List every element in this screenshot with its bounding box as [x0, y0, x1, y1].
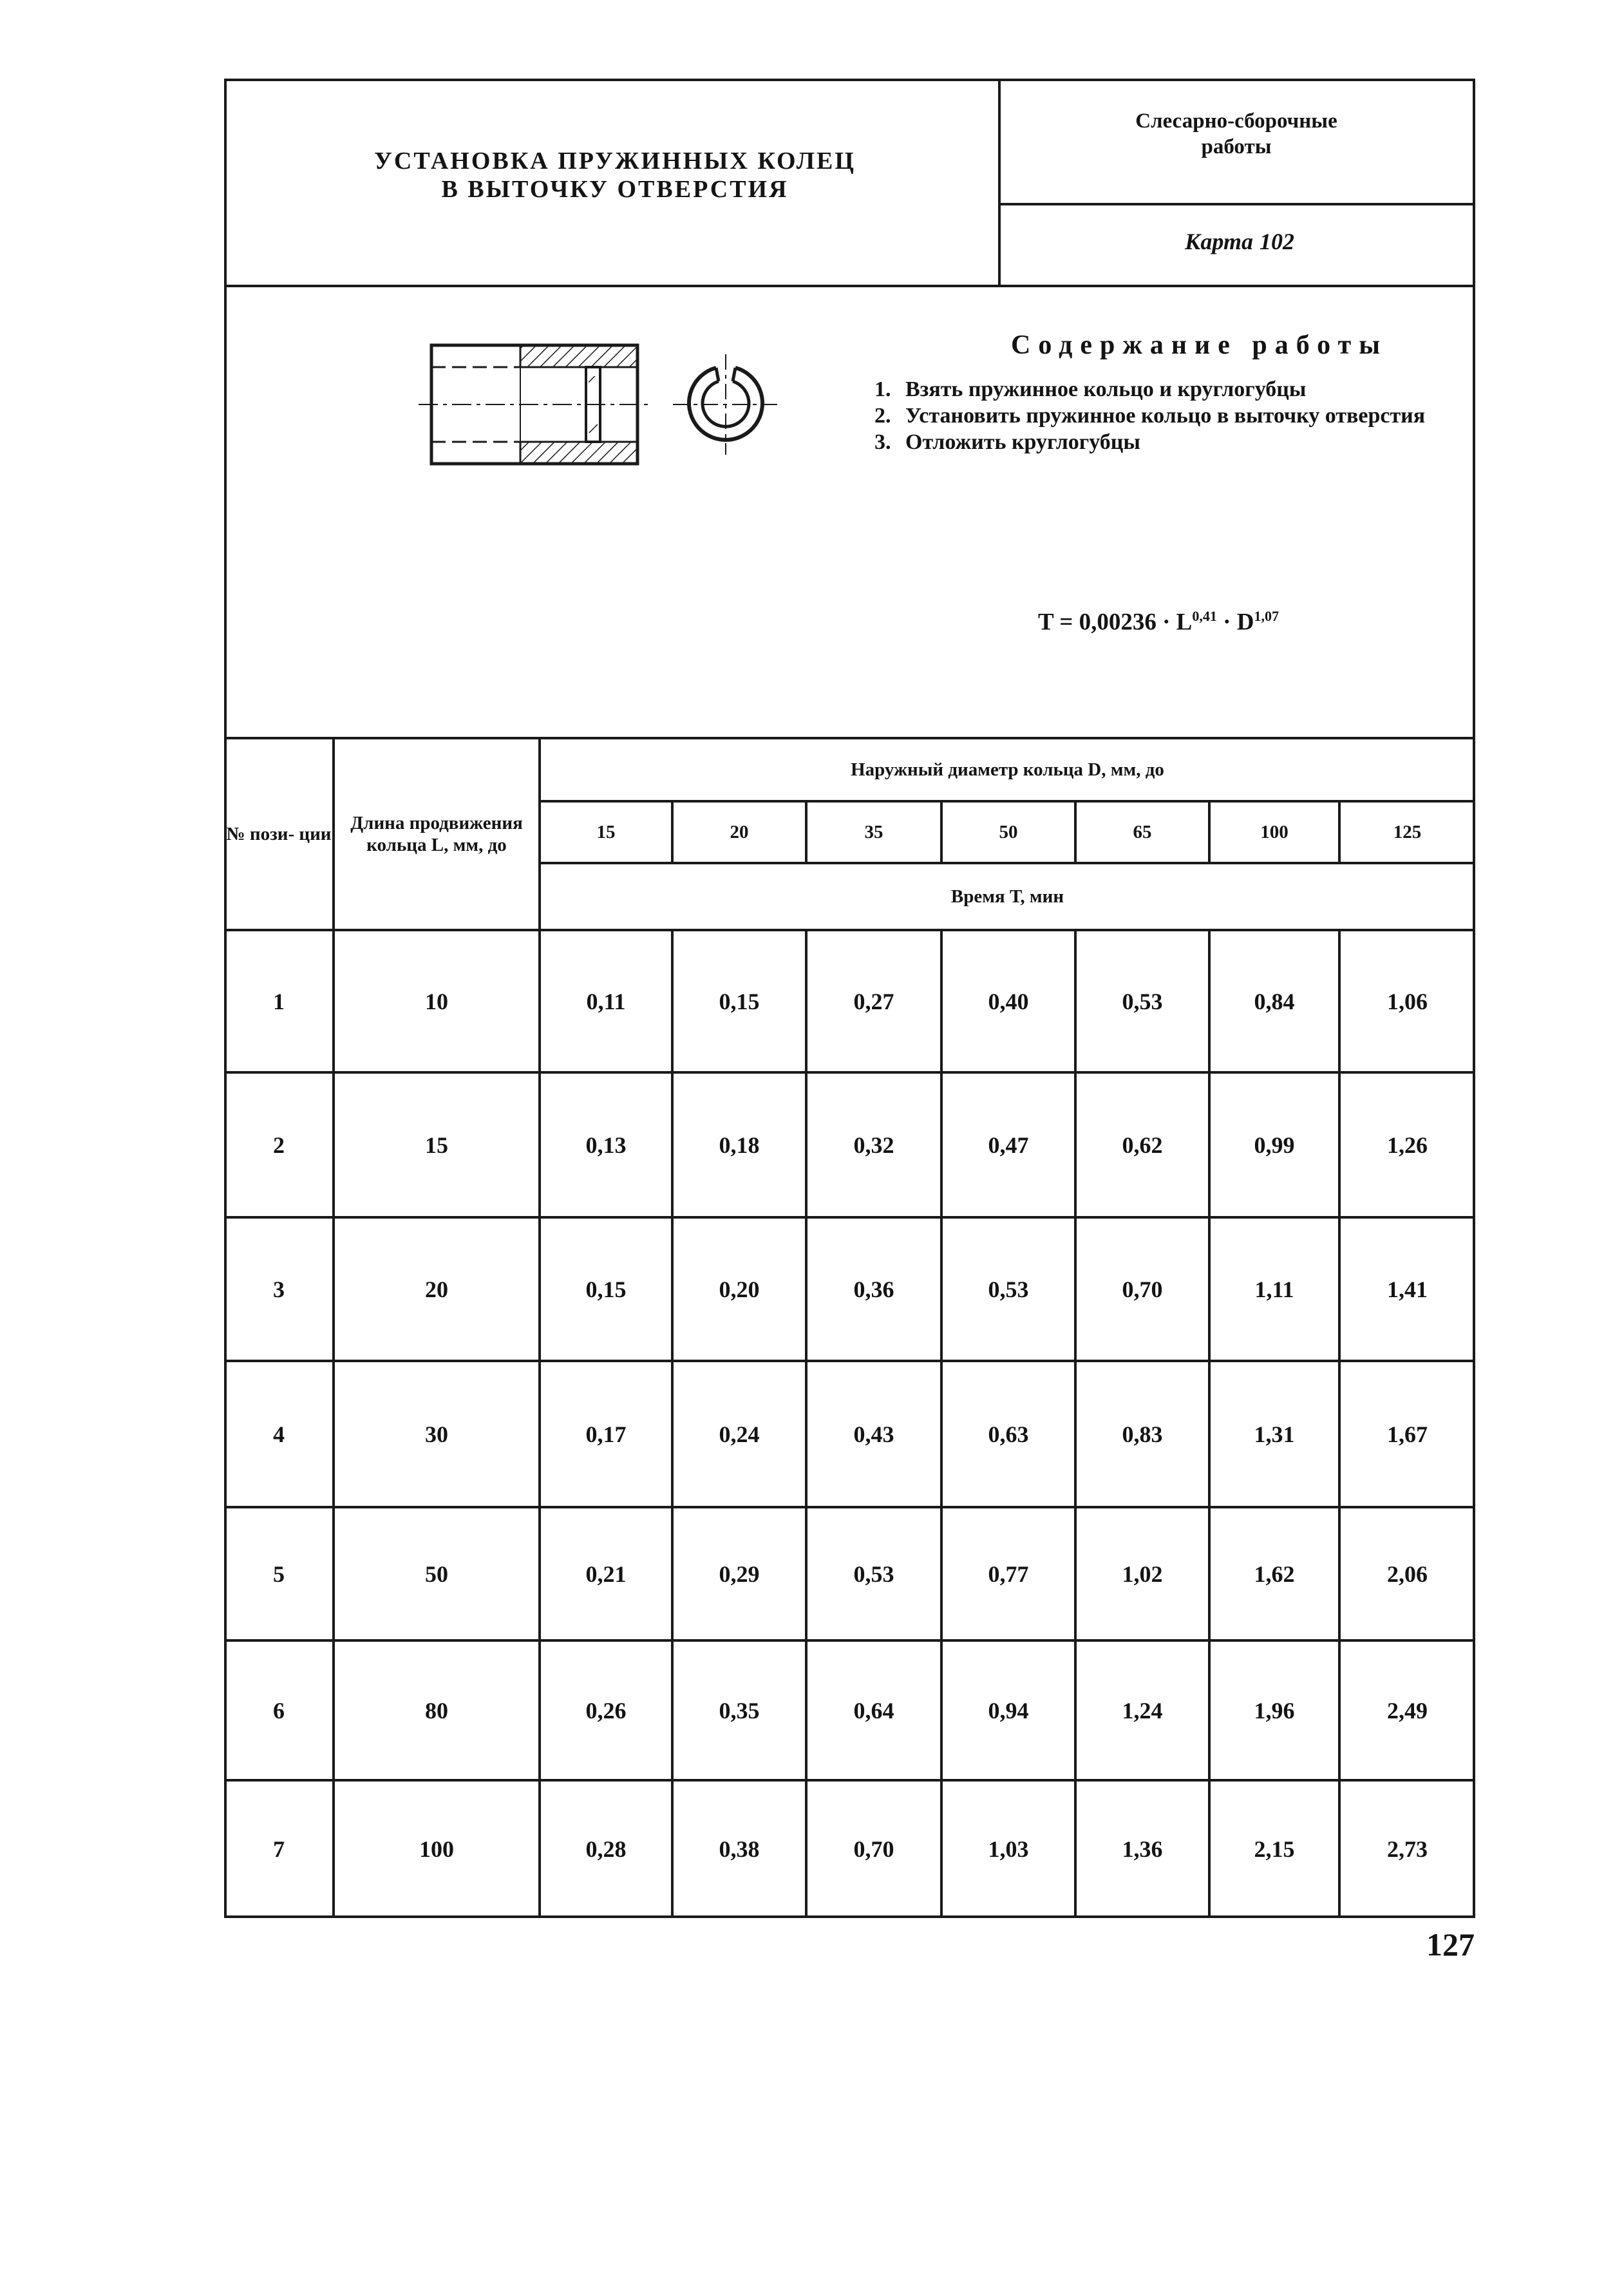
row-length: 30 [425, 1421, 448, 1447]
time-value: 0,21 [585, 1561, 627, 1587]
time-value: 0,70 [853, 1836, 894, 1862]
diameter-value: 35 [864, 822, 883, 842]
time-value: 0,53 [988, 1276, 1029, 1302]
row-length: 100 [419, 1836, 454, 1862]
diameter-value: 100 [1260, 822, 1289, 842]
time-value: 0,77 [988, 1561, 1029, 1587]
time-header: Время Т, мин [950, 886, 1064, 907]
time-value: 1,41 [1387, 1276, 1428, 1302]
page-title [232, 147, 998, 204]
row-length: 20 [425, 1276, 448, 1302]
time-value: 2,06 [1387, 1561, 1428, 1587]
time-value: 1,96 [1254, 1697, 1295, 1724]
header-divider-horizontal [998, 203, 1475, 205]
position-header: № пози- ции [226, 824, 332, 844]
time-value: 0,26 [585, 1697, 627, 1724]
time-value: 0,11 [586, 988, 626, 1014]
row-length: 15 [425, 1132, 448, 1158]
time-value: 0,15 [719, 988, 760, 1014]
time-value: 1,02 [1122, 1561, 1163, 1587]
time-value: 0,27 [853, 988, 894, 1014]
formula-exponent-d: 1,07 [1254, 608, 1279, 624]
diameter-value: 50 [999, 822, 1018, 842]
step-text: Установить пружинное кольцо в выточку отверстия [905, 404, 1426, 428]
time-value: 0,94 [988, 1697, 1029, 1724]
time-value: 0,70 [1122, 1276, 1163, 1302]
card-id [1005, 228, 1468, 255]
title-line-2: В ВЫТОЧКУ ОТВЕРСТИЯ [441, 176, 789, 203]
time-value: 0,99 [1254, 1132, 1295, 1158]
step-text: Взять пружинное кольцо и круглогубцы [905, 377, 1307, 401]
time-value: 0,43 [853, 1421, 894, 1447]
time-value: 0,38 [719, 1836, 760, 1862]
time-value: 0,35 [719, 1697, 760, 1724]
time-value: 0,36 [853, 1276, 894, 1302]
category-line-2: работы [1201, 135, 1272, 158]
time-value: 0,18 [719, 1132, 760, 1158]
step-number: 1. [874, 377, 891, 401]
time-value: 0,24 [719, 1421, 760, 1447]
time-value: 0,28 [585, 1836, 627, 1862]
time-value: 1,26 [1387, 1132, 1428, 1158]
time-value: 1,24 [1122, 1697, 1163, 1724]
time-value: 1,06 [1387, 988, 1428, 1014]
work-steps [874, 376, 1467, 455]
diameter-header: Наружный диаметр кольца D, мм, до [851, 759, 1164, 780]
step-text: Отложить круглогубцы [905, 430, 1140, 454]
time-value: 0,62 [1122, 1132, 1163, 1158]
length-header: Длина продвижения кольца L, мм, до [350, 813, 523, 855]
time-value: 0,83 [1122, 1421, 1163, 1447]
time-value: 2,15 [1254, 1836, 1295, 1862]
time-value: 0,29 [719, 1561, 760, 1587]
ring-installation-drawing [419, 335, 792, 489]
row-position: 3 [273, 1276, 285, 1302]
header-bottom-rule [224, 285, 1475, 287]
time-formula [1038, 608, 1279, 636]
time-value: 1,36 [1122, 1836, 1163, 1862]
work-step [874, 376, 1467, 403]
row-position: 6 [273, 1697, 285, 1724]
formula-mid: · D [1216, 609, 1254, 636]
formula-base: T = 0,00236 · L [1038, 609, 1193, 636]
row-length: 10 [425, 988, 448, 1014]
time-value: 0,17 [585, 1421, 627, 1447]
time-value: 2,73 [1387, 1836, 1428, 1862]
row-length: 50 [425, 1561, 448, 1587]
time-value: 0,20 [719, 1276, 760, 1302]
spring-ring-view [673, 354, 779, 455]
time-value: 0,53 [853, 1561, 894, 1587]
card-label: Карта [1185, 229, 1253, 254]
time-value: 0,64 [853, 1697, 894, 1724]
time-value: 0,15 [585, 1276, 627, 1302]
time-value: 1,67 [1387, 1421, 1428, 1447]
row-position: 1 [273, 988, 285, 1014]
bushing-section [419, 345, 650, 464]
row-position: 2 [273, 1132, 285, 1158]
page-number: 127 [1426, 1926, 1475, 1962]
time-value: 1,11 [1254, 1276, 1294, 1302]
time-value: 1,62 [1254, 1561, 1295, 1587]
diameter-value: 125 [1393, 822, 1422, 842]
work-category [1005, 108, 1468, 160]
time-value: 0,63 [988, 1421, 1029, 1447]
title-line-1: УСТАНОВКА ПРУЖИННЫХ КОЛЕЦ [374, 147, 856, 175]
header-divider-vertical [998, 79, 1001, 286]
step-number: 2. [874, 404, 891, 428]
row-position: 4 [273, 1421, 285, 1447]
time-value: 0,13 [585, 1132, 627, 1158]
row-length: 80 [425, 1697, 448, 1724]
row-position: 5 [273, 1561, 285, 1587]
formula-exponent-l: 0,41 [1192, 608, 1217, 624]
work-step [874, 403, 1467, 429]
time-value: 2,49 [1387, 1697, 1428, 1724]
work-step [874, 429, 1467, 455]
time-value: 0,40 [988, 988, 1029, 1014]
diameter-value: 20 [730, 822, 749, 842]
diameter-value: 65 [1133, 822, 1152, 842]
row-position: 7 [273, 1836, 285, 1862]
time-value: 0,84 [1254, 988, 1295, 1014]
time-value: 0,47 [988, 1132, 1029, 1158]
diameter-value: 15 [596, 822, 616, 842]
card-number: 102 [1259, 229, 1294, 254]
time-value: 0,53 [1122, 988, 1163, 1014]
step-number: 3. [874, 430, 891, 454]
time-value: 0,32 [853, 1132, 894, 1158]
content-title: Содержание работы [1011, 330, 1388, 360]
category-line-1: Слесарно-сборочные [1135, 109, 1337, 133]
time-value: 1,03 [988, 1836, 1029, 1862]
time-value: 1,31 [1254, 1421, 1295, 1447]
